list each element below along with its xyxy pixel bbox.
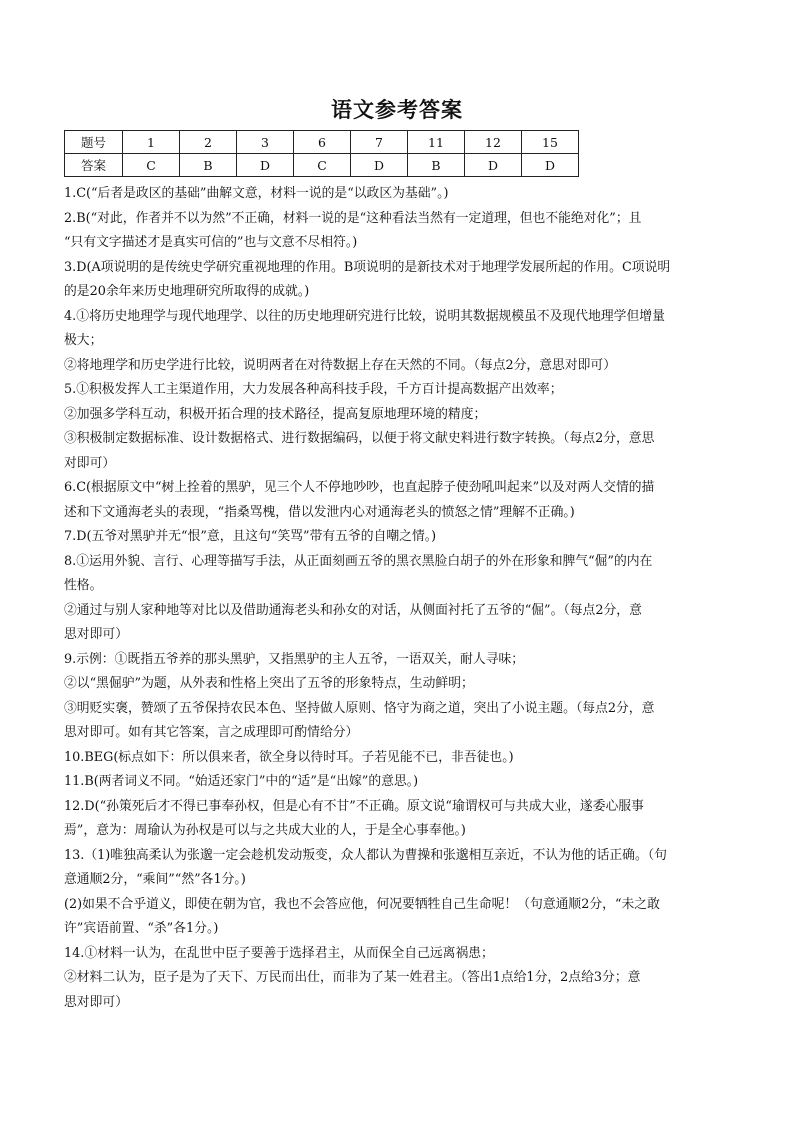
- text-line: 极大；: [64, 333, 103, 348]
- text-line: 8.①运用外貌、言行、心理等描写手法，从正面刻画五爷的黑衣黑脸白胡子的外在形象和脾气“倔”的内在: [64, 553, 653, 569]
- answer-letter: C: [294, 154, 351, 177]
- question-number: 11: [408, 131, 465, 154]
- text-line: 10.BEG(标点如下：所以俱来者，欲全身以待时耳。子若见能不已，非吾徒也。): [64, 749, 514, 765]
- text-line: ②通过与别人家种地等对比以及借助通海老头和孙女的对话，从侧面衬托了五爷的“倔”。（每点2分，意: [64, 602, 642, 618]
- question-number: 12: [465, 131, 522, 154]
- answer-letter: D: [237, 154, 294, 177]
- text-line: 13.（1)唯独高柔认为张邈一定会趁机发动叛变，众人都认为曹操和张邈相互亲近，不认为他的话正确。（句: [64, 847, 667, 863]
- text-line: 许”宾语前置、“杀”各1分。): [64, 921, 219, 936]
- answer-letter: D: [465, 154, 522, 177]
- row-label-answer: 答案: [65, 154, 123, 177]
- text-line: 思对即可）: [64, 627, 128, 642]
- text-line: ③积极制定数据标准、设计数据格式、进行数据编码，以便于将文献史料进行数字转换。（每点2分，意思: [64, 431, 655, 446]
- text-line: ②以“黑倔驴”为题，从外表和性格上突出了五爷的形象特点，生动鲜明；: [64, 676, 474, 691]
- question-number: 15: [522, 131, 579, 154]
- text-line: (2)如果不合乎道义，即使在朝为官，我也不会答应他，何况要牺牲自己生命呢！（句意通顺2分，“未之敢: [64, 896, 660, 912]
- text-line: 1.C(“后者是政区的基础”曲解文意，材料一说的是“以政区为基础”。): [64, 186, 449, 201]
- answer-row: [65, 154, 579, 177]
- text-line: 的是20余年来历史地理研究所取得的成就。): [64, 284, 310, 299]
- text-line: 3.D(A项说明的是传统史学研究重视地理的作用。B项说明的是新技术对于地理学发展所起的作用。C项说明: [64, 259, 671, 275]
- page-title: 语文参考答案: [331, 98, 463, 122]
- text-line: ②材料二认为，臣子是为了天下、万民而出仕，而非为了某一姓君主。（答出1点给1分，2点给3分；意: [64, 970, 641, 985]
- text-line: “只有文字描述才是真实可信的”也与文意不尽相符。): [64, 235, 358, 250]
- answer-letter: C: [123, 154, 180, 177]
- text-line: 11.B(两者词义不同。“始适还家门”中的“适”是“出嫁”的意思。): [64, 774, 419, 789]
- answer-letter: D: [351, 154, 408, 177]
- text-line: 性格。: [64, 578, 103, 593]
- question-number: 2: [180, 131, 237, 154]
- text-line: 2.B(“对此，作者并不以为然”不正确，材料一说的是“这种看法当然有一定道理，但也不能绝对化”；且: [64, 210, 642, 226]
- text-line: 12.D(“孙策死后才不得已事奉孙权，但是心有不甘”不正确。原文说“瑜谓权可与共成大业，遂委心服事: [64, 798, 644, 814]
- question-number: 3: [237, 131, 294, 154]
- question-number-row: [65, 131, 579, 154]
- text-line: 4.①将历史地理学与现代地理学、以往的历史地理研究进行比较，说明其数据规模虽不及现代地理学但增量: [64, 308, 665, 324]
- text-line: 7.D(五爷对黑驴并无“恨”意，且这句“笑骂”带有五爷的自嘲之情。): [64, 529, 437, 544]
- question-number: 7: [351, 131, 408, 154]
- text-line: ②加强多学科互动，积极开拓合理的技术路径，提高复原地理环境的精度；: [64, 406, 487, 422]
- text-line: 焉”，意为：周瑜认为孙权是可以与之共成大业的人，于是全心事奉他。): [64, 823, 466, 838]
- answer-table: [64, 130, 579, 177]
- question-number: 6: [294, 131, 351, 154]
- text-line: 对即可）: [64, 455, 116, 471]
- text-line: ②将地理学和历史学进行比较，说明两者在对待数据上存在天然的不同。（每点2分，意思对即可）: [64, 357, 617, 373]
- text-line: 意通顺2分，“乘间”“然”各1分。): [64, 872, 246, 887]
- text-line: 9.示例：①既指五爷养的那头黑驴，又指黑驴的主人五爷，一语双关，耐人寻味；: [64, 651, 525, 667]
- question-number: 1: [123, 131, 180, 154]
- text-line: 述和下文通海老头的表现，“指桑骂槐，借以发泄内心对通海老头的愤怒之情”理解不正确。): [64, 504, 575, 520]
- text-line: 6.C(根据原文中“树上拴着的黑驴，见三个人不停地吵吵，也直起脖子使劲吼叫起来”以及对两人交情的描: [64, 480, 655, 495]
- answer-letter: B: [180, 154, 237, 177]
- text-line: 思对即可。如有其它答案，言之成理即可酌情给分）: [64, 725, 359, 740]
- text-line: ③明贬实褒，赞颂了五爷保持农民本色、坚持做人原则、恪守为商之道，突出了小说主题。（每点2分，意: [64, 700, 655, 716]
- text-line: 思对即可）: [64, 994, 128, 1010]
- row-label-question: 题号: [65, 131, 123, 154]
- text-line: 14.①材料一认为，在乱世中臣子要善于选择君主，从而保全自己远离祸患；: [64, 945, 494, 961]
- answer-letter: D: [522, 154, 579, 177]
- text-line: 5.①积极发挥人工主渠道作用，大力发展各种高科技手段，千方百计提高数据产出效率；: [64, 382, 563, 397]
- answer-letter: B: [408, 154, 465, 177]
- answer-explanations: [64, 182, 730, 1015]
